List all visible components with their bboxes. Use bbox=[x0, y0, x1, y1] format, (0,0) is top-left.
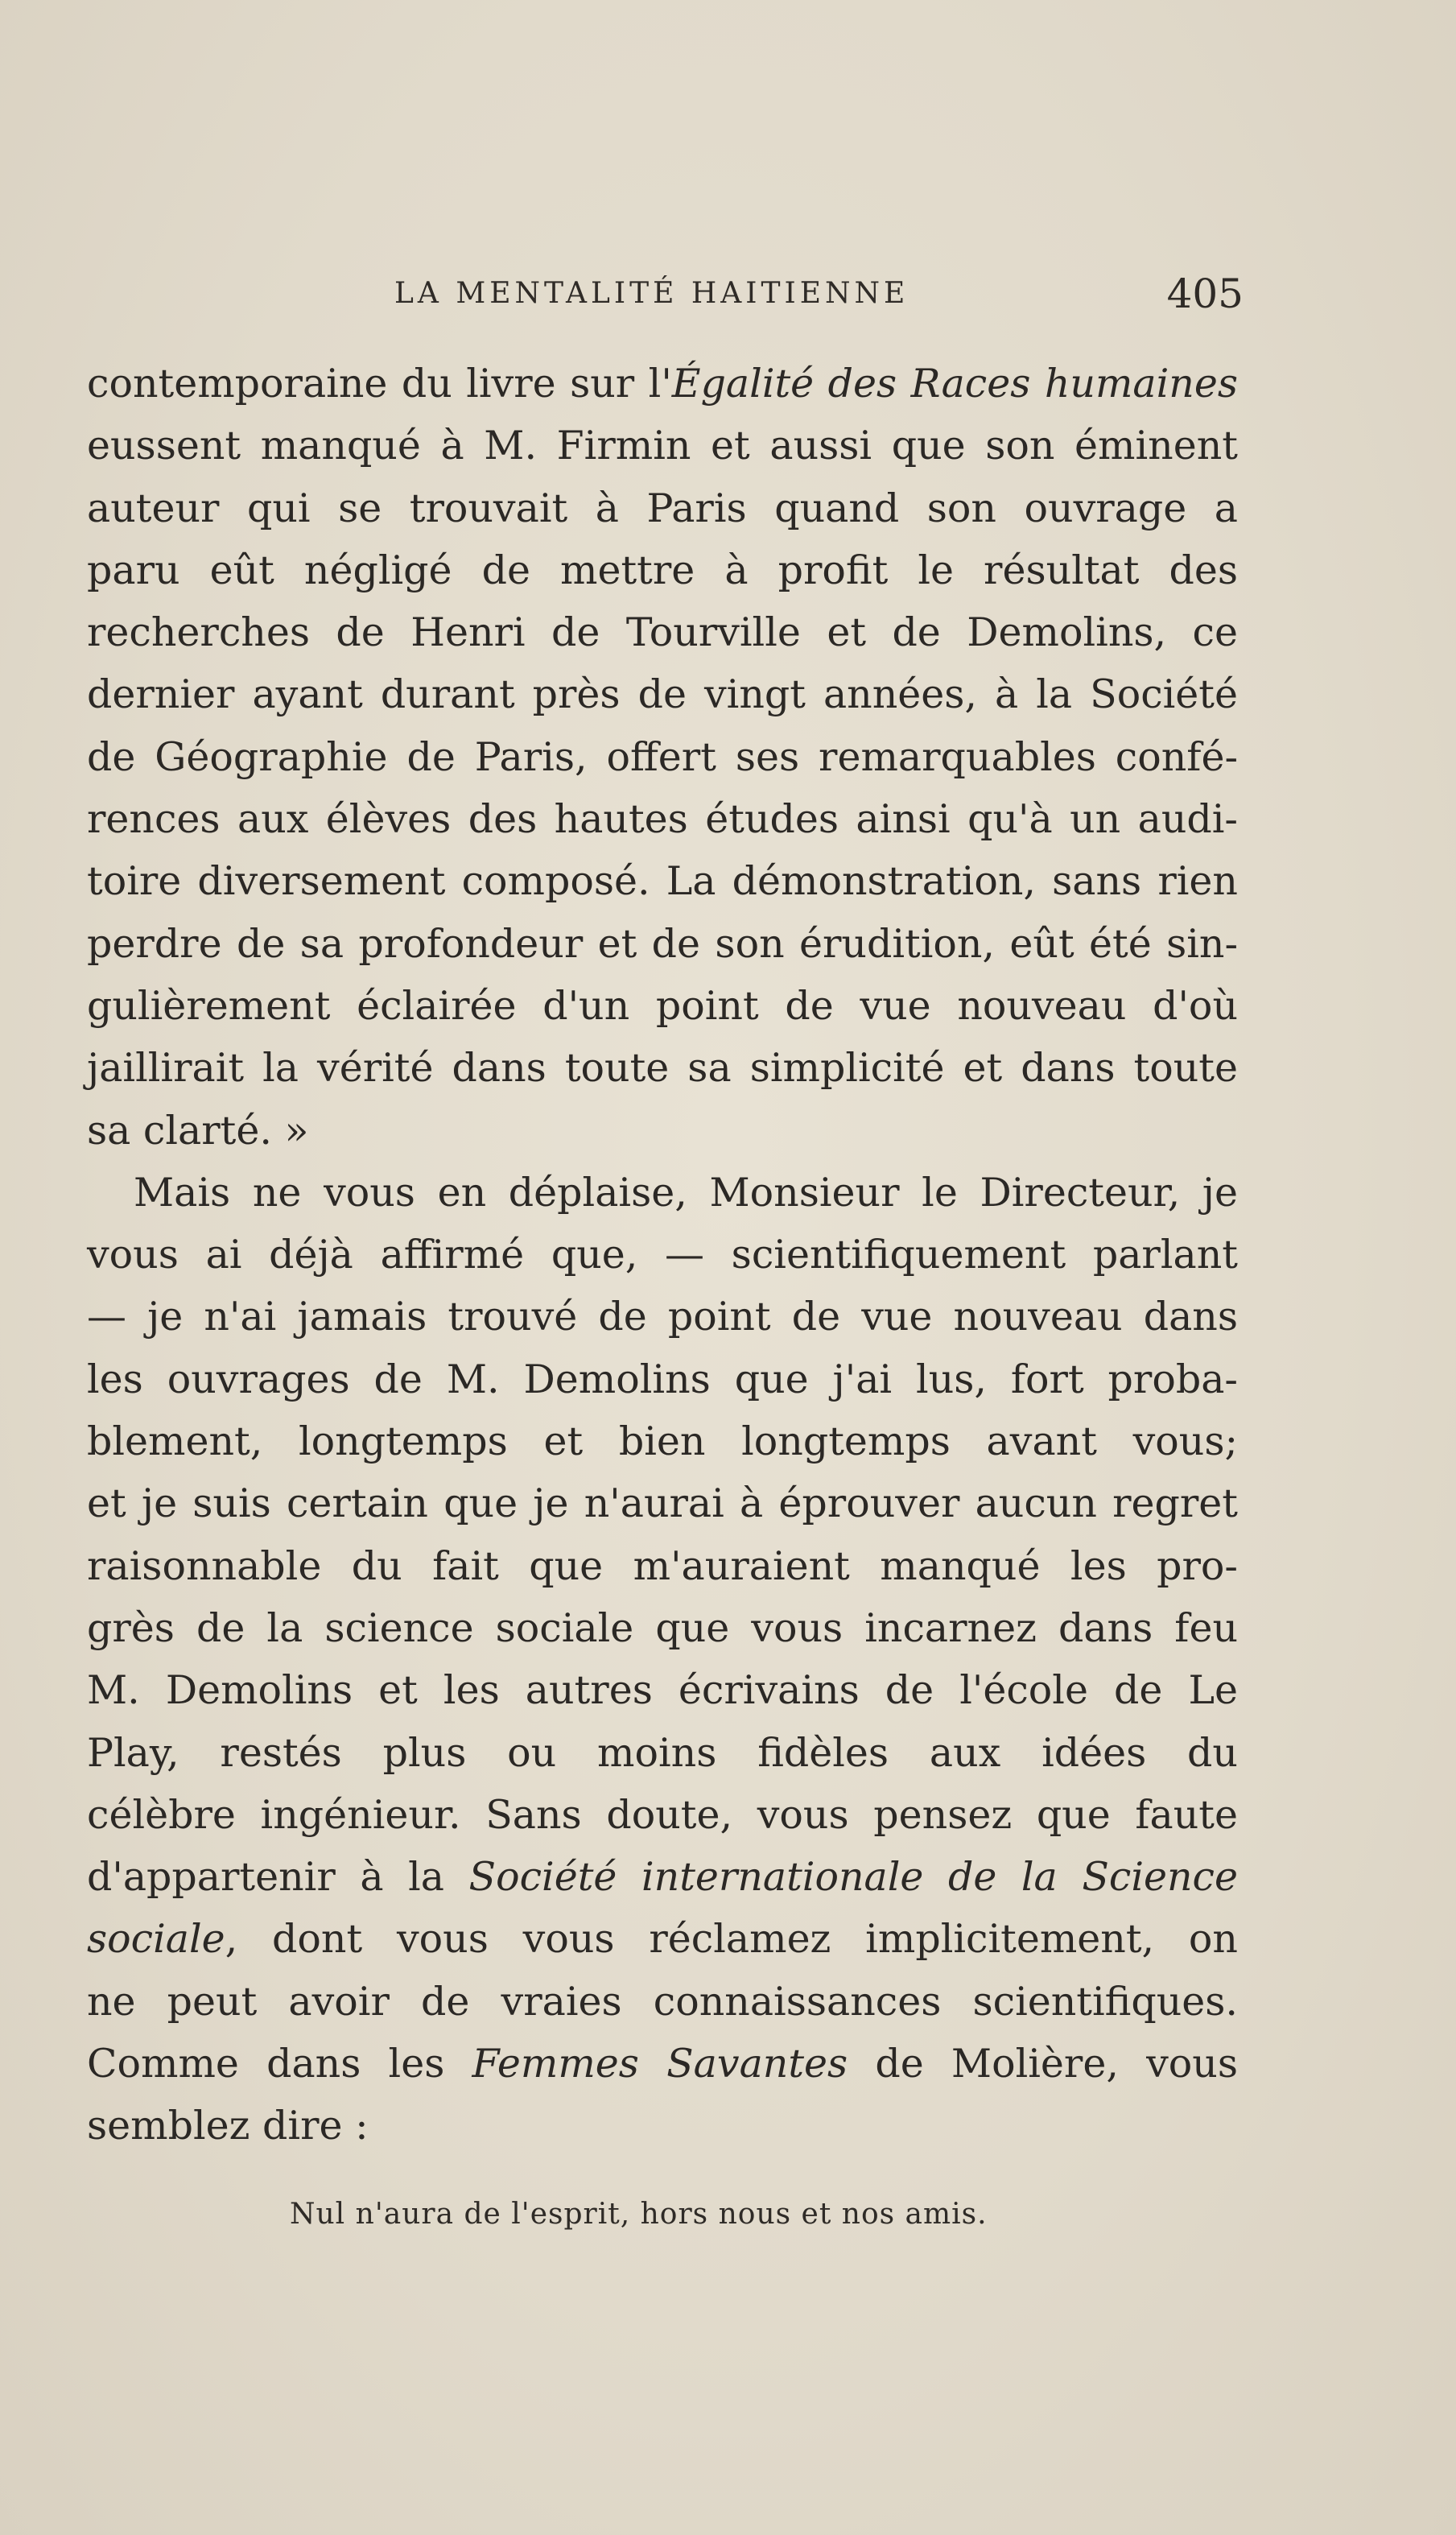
text-segment: les ouvrages de M. Demolins que j'ai lus, fort proba- bbox=[87, 1356, 1238, 1402]
text-segment: raisonnable du fait que m'auraient manqué les pro- bbox=[87, 1542, 1238, 1589]
text-segment: vous ai déjà affirmé que, — scientifiquement parlant bbox=[87, 1232, 1238, 1278]
text-line bbox=[87, 1908, 1238, 1970]
text-line bbox=[87, 477, 1238, 539]
text-line bbox=[87, 1037, 1238, 1099]
text-segment: M. Demolins et les autres écrivains de l'école de Le bbox=[87, 1667, 1238, 1714]
text-line bbox=[87, 975, 1238, 1037]
text-line bbox=[87, 1224, 1238, 1286]
text-segment: blement, longtemps et bien longtemps avant vous; bbox=[87, 1418, 1238, 1465]
text-line bbox=[87, 726, 1238, 788]
text-segment: de Molière, vous bbox=[848, 2041, 1238, 2087]
text-line bbox=[87, 1846, 1238, 1908]
text-segment: gulièrement éclairée d'un point de vue nouveau d'où bbox=[87, 982, 1238, 1029]
italic-text: sociale bbox=[87, 1916, 225, 1963]
text-line bbox=[87, 1597, 1238, 1659]
text-line bbox=[87, 1472, 1238, 1534]
text-segment: Comme dans les bbox=[87, 2041, 472, 2087]
text-segment: toire diversement composé. La démonstration, sans rien bbox=[87, 858, 1238, 905]
text-segment: Play, restés plus ou moins fidèles aux idées du bbox=[87, 1729, 1238, 1776]
text-line bbox=[87, 663, 1238, 725]
text-line bbox=[87, 1348, 1238, 1410]
text-line bbox=[87, 2095, 1238, 2157]
text-line bbox=[87, 415, 1238, 477]
body-text bbox=[87, 353, 1238, 2157]
text-line bbox=[87, 2033, 1238, 2095]
text-line bbox=[87, 1410, 1238, 1472]
page-header bbox=[85, 270, 1244, 319]
text-segment: semblez dire : bbox=[87, 2103, 369, 2149]
text-segment: d'appartenir à la bbox=[87, 1854, 469, 1901]
text-line bbox=[87, 1286, 1238, 1348]
text-segment: auteur qui se trouvait à Paris quand son ouvrage a bbox=[87, 485, 1238, 531]
text-segment: contemporaine du livre sur l' bbox=[87, 361, 672, 407]
running-title: LA MENTALITÉ HAITIENNE bbox=[394, 277, 909, 310]
text-segment: ne peut avoir de vraies connaissances scientifiques. bbox=[87, 1978, 1238, 2025]
text-line bbox=[87, 1535, 1238, 1597]
text-line bbox=[87, 1971, 1238, 2033]
text-line bbox=[87, 1784, 1238, 1846]
text-line bbox=[87, 353, 1238, 415]
text-segment: eussent manqué à M. Firmin et aussi que son éminent bbox=[87, 423, 1238, 469]
text-segment: paru eût négligé de mettre à profit le résultat des bbox=[87, 547, 1238, 593]
italic-text: Égalité des Races humaines bbox=[671, 361, 1238, 407]
text-segment: grès de la science sociale que vous incarnez dans feu bbox=[87, 1604, 1238, 1651]
page-number: 405 bbox=[1166, 270, 1244, 317]
text-segment: Mais ne vous en déplaise, Monsieur le Directeur, je bbox=[134, 1169, 1238, 1216]
text-segment: recherches de Henri de Tourville et de Demolins, ce bbox=[87, 609, 1238, 656]
text-segment: perdre de sa profondeur et de son érudition, eût été sin- bbox=[87, 920, 1238, 967]
text-line bbox=[87, 788, 1238, 850]
text-segment: sa clarté. » bbox=[87, 1107, 309, 1154]
text-line bbox=[87, 1659, 1238, 1721]
text-segment: rences aux élèves des hautes études ainsi qu'à un audi- bbox=[87, 796, 1238, 843]
text-segment: de Géographie de Paris, offert ses remarquables confé- bbox=[87, 733, 1238, 780]
text-segment: — je n'ai jamais trouvé de point de vue nouveau dans bbox=[87, 1294, 1238, 1340]
verse-quote: Nul n'aura de l'esprit, hors nous et nos amis. bbox=[290, 2198, 988, 2231]
text-line bbox=[87, 539, 1238, 601]
text-line bbox=[87, 1722, 1238, 1784]
text-line bbox=[87, 601, 1238, 663]
text-segment: célèbre ingénieur. Sans doute, vous pensez que faute bbox=[87, 1791, 1238, 1838]
text-line bbox=[87, 1100, 1238, 1162]
text-line bbox=[87, 850, 1238, 912]
italic-text: Société internationale de la Science bbox=[468, 1854, 1238, 1901]
italic-text: Femmes Savantes bbox=[472, 2041, 848, 2087]
text-line bbox=[87, 1162, 1238, 1224]
text-line bbox=[87, 913, 1238, 975]
text-segment: jaillirait la vérité dans toute sa simplicité et dans toute bbox=[87, 1045, 1238, 1092]
text-segment: dernier ayant durant près de vingt années, à la Société bbox=[87, 671, 1238, 718]
text-segment: , dont vous vous réclamez implicitement, on bbox=[225, 1916, 1238, 1963]
text-segment: et je suis certain que je n'aurai à éprouver aucun regret bbox=[87, 1480, 1238, 1527]
